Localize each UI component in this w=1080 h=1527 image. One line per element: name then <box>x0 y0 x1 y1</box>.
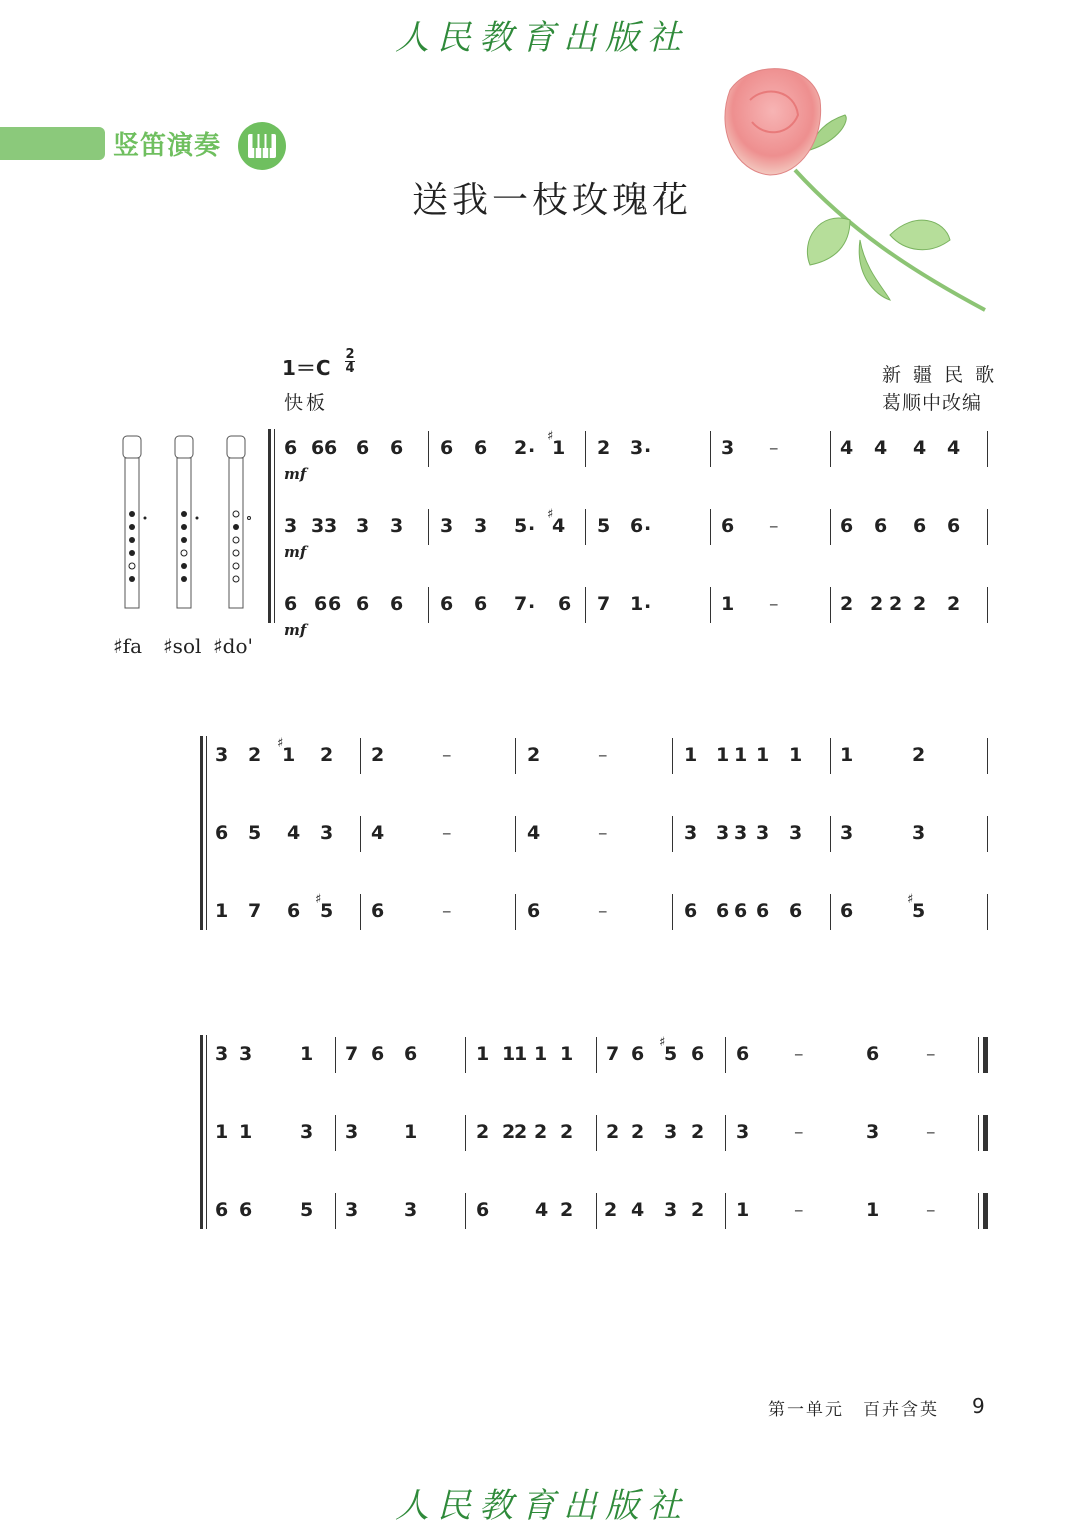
note: 3 <box>311 515 325 537</box>
barline <box>585 587 586 623</box>
note: 4 <box>631 1199 645 1221</box>
note: 1 <box>502 1043 516 1065</box>
note: 3 <box>404 1199 418 1221</box>
barline <box>830 431 831 467</box>
note: 6 <box>474 593 488 615</box>
fingering-label-sol: ♯sol <box>163 634 202 658</box>
note: 5 <box>597 515 611 537</box>
note: 2 <box>514 437 528 459</box>
augmentation-dot: . <box>644 591 652 613</box>
note: 3 <box>721 437 735 459</box>
barline <box>465 1115 466 1151</box>
note: 2 <box>691 1121 705 1143</box>
note: 4 <box>371 822 385 844</box>
sharp-sign: ♯ <box>907 892 914 907</box>
note: 3 <box>345 1199 359 1221</box>
sharp-sign: ♯ <box>547 507 554 522</box>
note: 1 <box>514 1043 528 1065</box>
dynamic-mf: mf <box>284 465 307 483</box>
sharp-sign: ♯ <box>659 1035 666 1050</box>
footer-unit: 第一单元 百卉含英 <box>768 1400 939 1420</box>
note: 7 <box>248 900 262 922</box>
final-barline-thick <box>983 1037 988 1073</box>
fingering-label-do: ♯do' <box>213 634 254 658</box>
note: 5 <box>664 1043 678 1065</box>
note: 1 <box>684 744 698 766</box>
note: 2 <box>606 1121 620 1143</box>
note: 6 <box>631 1043 645 1065</box>
barline <box>585 431 586 467</box>
dash-rest: – <box>926 1043 936 1065</box>
final-barline-thick <box>983 1193 988 1229</box>
note: 3 <box>630 437 644 459</box>
note: 2 <box>527 744 541 766</box>
note: 3 <box>684 822 698 844</box>
barline <box>725 1037 726 1073</box>
barline <box>335 1037 336 1073</box>
note: 3 <box>664 1199 678 1221</box>
note: 1 <box>476 1043 490 1065</box>
note: 5 <box>912 900 926 922</box>
note: 6 <box>716 900 730 922</box>
note: 5 <box>514 515 528 537</box>
note: 3 <box>345 1121 359 1143</box>
tempo-mark: 快板 <box>284 392 329 414</box>
note: 6 <box>630 515 644 537</box>
barline <box>987 587 988 623</box>
note: 6 <box>474 437 488 459</box>
note: 3 <box>324 515 338 537</box>
note: 7 <box>597 593 611 615</box>
note: 6 <box>390 593 404 615</box>
note: 4 <box>840 437 854 459</box>
note: 6 <box>356 437 370 459</box>
note: 4 <box>535 1199 549 1221</box>
note: 6 <box>215 1199 229 1221</box>
dynamic-mf: mf <box>284 543 307 561</box>
note: 3 <box>300 1121 314 1143</box>
barline <box>335 1193 336 1229</box>
sharp-sign: ♯ <box>315 892 322 907</box>
barline <box>830 894 831 930</box>
note: 1 <box>282 744 296 766</box>
note: 6 <box>947 515 961 537</box>
publisher-logo-top: 人民教育出版社 <box>395 18 689 58</box>
note: 1 <box>300 1043 314 1065</box>
note: 1 <box>215 900 229 922</box>
note: 1 <box>552 437 566 459</box>
note: 6 <box>371 1043 385 1065</box>
key-signature: 1＝C <box>282 356 331 380</box>
note: 6 <box>721 515 735 537</box>
fingering-label-fa: ♯fa <box>113 634 143 658</box>
note: 3 <box>716 822 730 844</box>
note: 1 <box>404 1121 418 1143</box>
note: 1 <box>630 593 644 615</box>
note: 6 <box>215 822 229 844</box>
note: 4 <box>527 822 541 844</box>
note: 4 <box>913 437 927 459</box>
final-barline-thin <box>978 1037 979 1073</box>
note: 6 <box>356 593 370 615</box>
note: 2 <box>912 744 926 766</box>
note: 3 <box>320 822 334 844</box>
note: 2 <box>913 593 927 615</box>
note: 2 <box>560 1121 574 1143</box>
barline <box>725 1193 726 1229</box>
note: 7 <box>345 1043 359 1065</box>
note: 2 <box>320 744 334 766</box>
note: 2 <box>604 1199 618 1221</box>
note: 3 <box>356 515 370 537</box>
note: 3 <box>664 1121 678 1143</box>
note: 6 <box>314 593 328 615</box>
barline <box>672 816 673 852</box>
barline <box>596 1193 597 1229</box>
system-bracket <box>268 429 271 623</box>
song-arranger: 葛顺中改编 <box>882 392 983 414</box>
note: 1 <box>721 593 735 615</box>
note: 3 <box>215 1043 229 1065</box>
note: 1 <box>756 744 770 766</box>
note: 1 <box>239 1121 253 1143</box>
final-barline-thick <box>983 1115 988 1151</box>
dash-rest: – <box>794 1121 804 1143</box>
page-number: 9 <box>972 1394 985 1418</box>
note: 4 <box>947 437 961 459</box>
note: 6 <box>311 437 325 459</box>
note: 6 <box>440 593 454 615</box>
note: 2 <box>371 744 385 766</box>
sharp-sign: ♯ <box>277 736 284 751</box>
dash-rest: – <box>769 593 779 615</box>
barline <box>987 509 988 545</box>
barline <box>585 509 586 545</box>
note: 3 <box>474 515 488 537</box>
dash-rest: – <box>794 1199 804 1221</box>
note: 6 <box>239 1199 253 1221</box>
barline <box>515 894 516 930</box>
system-bracket <box>200 1035 203 1229</box>
final-barline-thin <box>978 1193 979 1229</box>
note: 3 <box>440 515 454 537</box>
note: 7 <box>606 1043 620 1065</box>
note: 1 <box>736 1199 750 1221</box>
note: 6 <box>284 593 298 615</box>
augmentation-dot: . <box>528 513 536 535</box>
note: 3 <box>736 1121 750 1143</box>
system-bracket-inner <box>206 736 207 930</box>
augmentation-dot: . <box>644 435 652 457</box>
note: 3 <box>912 822 926 844</box>
barline <box>596 1115 597 1151</box>
note: 3 <box>840 822 854 844</box>
note: 6 <box>287 900 301 922</box>
barline <box>515 738 516 774</box>
note: 3 <box>866 1121 880 1143</box>
barline <box>360 738 361 774</box>
time-bottom: 4 <box>345 361 355 376</box>
dash-rest: – <box>769 437 779 459</box>
barline <box>515 816 516 852</box>
note: 6 <box>284 437 298 459</box>
sharp-sign: ♯ <box>547 429 554 444</box>
dynamic-mf: mf <box>284 621 307 639</box>
note: 6 <box>736 1043 750 1065</box>
barline <box>428 509 429 545</box>
barline <box>335 1115 336 1151</box>
note: 1 <box>840 744 854 766</box>
note: 4 <box>874 437 888 459</box>
augmentation-dot: . <box>528 435 536 457</box>
note: 1 <box>716 744 730 766</box>
dash-rest: – <box>926 1199 936 1221</box>
barline <box>987 894 988 930</box>
dash-rest: – <box>794 1043 804 1065</box>
augmentation-dot: . <box>644 513 652 535</box>
barline <box>360 816 361 852</box>
barline <box>672 738 673 774</box>
barline <box>987 816 988 852</box>
barline <box>710 509 711 545</box>
system-bracket-inner <box>206 1035 207 1229</box>
note: 6 <box>691 1043 705 1065</box>
final-barline-thin <box>978 1115 979 1151</box>
note: 6 <box>404 1043 418 1065</box>
dash-rest: – <box>598 822 608 844</box>
note: 6 <box>789 900 803 922</box>
time-top: 2 <box>345 347 355 362</box>
note: 1 <box>789 744 803 766</box>
note: 2 <box>889 593 903 615</box>
note: 6 <box>756 900 770 922</box>
note: 6 <box>684 900 698 922</box>
note: 6 <box>734 900 748 922</box>
note: 6 <box>840 515 854 537</box>
note: 6 <box>328 593 342 615</box>
note: 1 <box>215 1121 229 1143</box>
note: 6 <box>866 1043 880 1065</box>
note: 2 <box>476 1121 490 1143</box>
augmentation-dot: . <box>528 591 536 613</box>
note: 3 <box>239 1043 253 1065</box>
dash-rest: – <box>598 744 608 766</box>
barline <box>830 738 831 774</box>
note: 3 <box>734 822 748 844</box>
section-label: 竖笛演奏 <box>113 131 222 161</box>
barline <box>428 587 429 623</box>
note: 5 <box>248 822 262 844</box>
note: 6 <box>371 900 385 922</box>
barline <box>428 431 429 467</box>
barline <box>710 431 711 467</box>
note: 1 <box>866 1199 880 1221</box>
note: 4 <box>552 515 566 537</box>
dash-rest: – <box>442 822 452 844</box>
note: 6 <box>527 900 541 922</box>
barline <box>672 894 673 930</box>
barline <box>987 431 988 467</box>
publisher-logo-bottom: 人民教育出版社 <box>395 1486 689 1526</box>
barline <box>465 1037 466 1073</box>
note: 1 <box>560 1043 574 1065</box>
note: 2 <box>597 437 611 459</box>
barline <box>725 1115 726 1151</box>
note: 2 <box>870 593 884 615</box>
note: 6 <box>440 437 454 459</box>
song-title: 送我一枝玫瑰花 <box>412 180 693 221</box>
dash-rest: – <box>769 515 779 537</box>
note: 6 <box>874 515 888 537</box>
barline <box>710 587 711 623</box>
song-origin: 新 疆 民 歌 <box>882 364 998 386</box>
note: 1 <box>734 744 748 766</box>
barline <box>830 509 831 545</box>
note: 6 <box>390 437 404 459</box>
barline <box>596 1037 597 1073</box>
note: 2 <box>560 1199 574 1221</box>
note: 5 <box>320 900 334 922</box>
note: 3 <box>756 822 770 844</box>
note: 3 <box>390 515 404 537</box>
barline <box>830 587 831 623</box>
note: 2 <box>248 744 262 766</box>
note: 2 <box>534 1121 548 1143</box>
barline <box>465 1193 466 1229</box>
note: 5 <box>300 1199 314 1221</box>
note: 2 <box>631 1121 645 1143</box>
note: 6 <box>476 1199 490 1221</box>
system-bracket-inner <box>274 429 275 623</box>
dash-rest: – <box>442 900 452 922</box>
note: 6 <box>840 900 854 922</box>
note: 6 <box>324 437 338 459</box>
dash-rest: – <box>442 744 452 766</box>
note: 3 <box>284 515 298 537</box>
note: 2 <box>840 593 854 615</box>
dash-rest: – <box>926 1121 936 1143</box>
note: 6 <box>558 593 572 615</box>
note: 3 <box>215 744 229 766</box>
note: 3 <box>789 822 803 844</box>
note: 2 <box>502 1121 516 1143</box>
note: 1 <box>534 1043 548 1065</box>
dash-rest: – <box>598 900 608 922</box>
note: 2 <box>947 593 961 615</box>
barline <box>830 816 831 852</box>
note: 4 <box>287 822 301 844</box>
system-bracket <box>200 736 203 930</box>
barline <box>987 738 988 774</box>
note: 2 <box>691 1199 705 1221</box>
note: 7 <box>514 593 528 615</box>
note: 2 <box>514 1121 528 1143</box>
barline <box>360 894 361 930</box>
note: 6 <box>913 515 927 537</box>
